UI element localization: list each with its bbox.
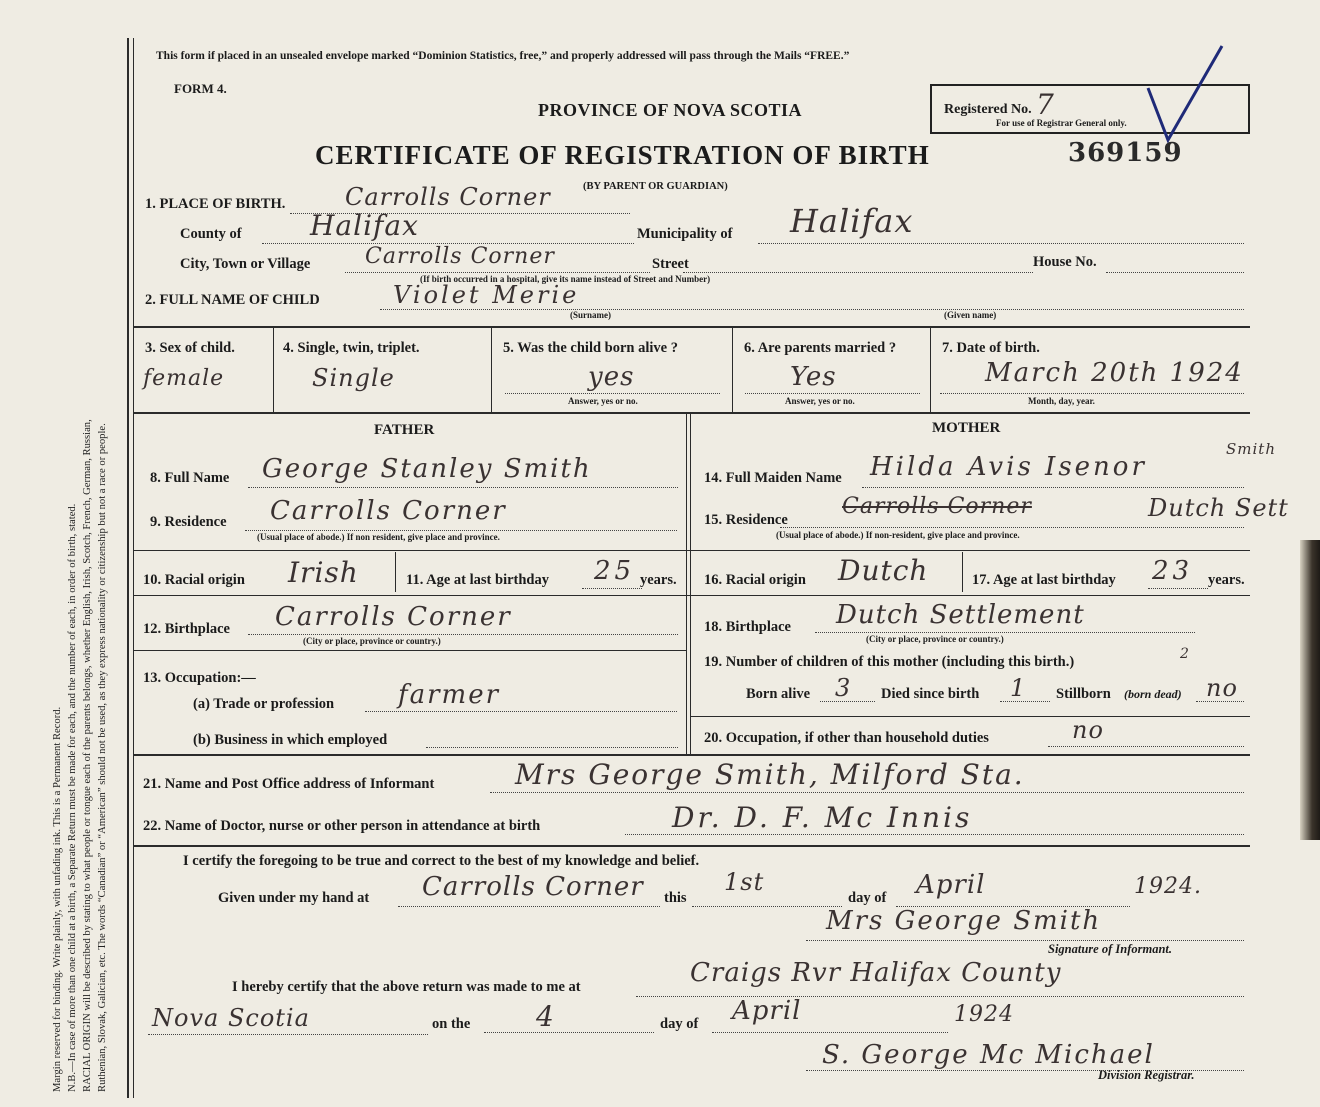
given-year-value: 1924. — [1134, 874, 1202, 899]
row-rule-1 — [134, 326, 1250, 328]
doctor-line — [625, 834, 1244, 835]
born-alive-line — [505, 393, 720, 394]
mother-birthplace-value: Dutch Settlement — [836, 600, 1085, 630]
plurality-value: Single — [312, 364, 395, 392]
father-residence-caption: (Usual place of abode.) If non resident, give place and province. — [257, 532, 500, 542]
mother-residence-value: Dutch Sett — [1148, 494, 1289, 522]
margin-line-4: Ruthenian, Slovak, Galician, etc. The words “Canadian” or “American” should not be used, as they express nationality or citizenship but not a race or people. — [97, 423, 108, 1092]
mother-age-value: 23 — [1152, 556, 1194, 586]
father-age-value: 25 — [594, 556, 636, 586]
place-of-birth-label: 1. PLACE OF BIRTH. — [145, 196, 286, 212]
mother-occupation-line — [1048, 746, 1244, 747]
mother-race-value: Dutch — [838, 554, 929, 587]
registrar-province-line — [148, 1034, 428, 1035]
certify-text: I certify the foregoing to be true and correct to the best of my knowledge and belief. — [183, 853, 700, 869]
margin-line-3: RACIAL ORIGIN will be described by stating to what people or tongue each of the parents belongs, whether English, Irish, Scotch, French, German, Russian, — [82, 419, 93, 1092]
city-label: City, Town or Village — [180, 256, 311, 272]
informant-line — [490, 792, 1244, 793]
city-value: Carrolls Corner — [365, 244, 555, 269]
father-occupation-label: 13. Occupation:— — [143, 670, 256, 686]
father-birthplace-line — [248, 634, 678, 635]
check-mark — [1140, 40, 1230, 150]
father-residence-value: Carrolls Corner — [270, 496, 507, 526]
informant-signature: Mrs George Smith — [826, 906, 1102, 936]
registered-number: 7 — [1036, 88, 1055, 121]
col-rule-4 — [930, 328, 931, 412]
father-race-value: Irish — [288, 556, 359, 589]
father-business-label: (b) Business in which employed — [193, 732, 388, 748]
col-rule-2 — [491, 328, 492, 412]
informant-label: 21. Name and Post Office address of Informant — [143, 776, 435, 792]
county-label: County of — [180, 226, 242, 242]
given-name-caption: (Given name) — [944, 310, 997, 320]
street-line — [683, 272, 1033, 273]
born-alive-label: 5. Was the child born alive ? — [503, 340, 678, 356]
informant-value: Mrs George Smith, Milford Sta. — [515, 758, 1025, 791]
mother-birthplace-line — [815, 632, 1195, 633]
mother-children-label: 19. Number of children of this mother (including this birth.) — [704, 654, 1075, 670]
row-rule-8 — [134, 845, 1250, 847]
margin-instructions — [48, 0, 130, 1107]
father-birthplace-caption: (City or place, province or country.) — [303, 636, 441, 646]
surname-caption: (Surname) — [570, 310, 611, 320]
mother-race-divider — [962, 552, 963, 592]
mother-name-label: 14. Full Maiden Name — [704, 470, 842, 486]
mother-age-label: 17. Age at last birthday — [972, 572, 1116, 588]
mother-residence-struck: Carrolls Corner — [842, 494, 1032, 519]
mother-children-mark: 2 — [1180, 646, 1190, 662]
sex-label: 3. Sex of child. — [145, 340, 235, 356]
row-rule-4 — [134, 595, 1250, 596]
married-caption: Answer, yes or no. — [785, 396, 855, 406]
married-line — [745, 393, 920, 394]
form-number: FORM 4. — [174, 81, 227, 96]
dob-value: March 20th 1924 — [985, 358, 1244, 388]
county-value: Halifax — [310, 209, 419, 242]
mother-name-value: Hilda Avis Isenor — [870, 452, 1147, 482]
father-name-line — [248, 487, 678, 488]
father-age-line — [582, 588, 642, 589]
registrar-day-value: 4 — [536, 1000, 555, 1033]
born-alive-value: yes — [588, 362, 635, 392]
city-line — [345, 272, 650, 273]
married-value: Yes — [790, 362, 837, 392]
died-count-value: 1 — [1010, 674, 1027, 702]
father-mother-divider-2 — [690, 414, 691, 754]
died-count-line — [1000, 701, 1050, 702]
father-name-label: 8. Full Name — [150, 470, 230, 486]
mother-race-label: 16. Racial origin — [704, 572, 806, 588]
doctor-value: Dr. D. F. Mc Innis — [672, 801, 973, 834]
father-age-unit: years. — [640, 572, 677, 588]
margin-line-2: N.B.—In case of more than one child at a birth, a Separate Return must be made for each, and the number of each, in order of birth, stated. — [67, 503, 78, 1092]
certificate-subtitle: (BY PARENT OR GUARDIAN) — [583, 181, 728, 192]
row-rule-3 — [134, 550, 1250, 551]
father-trade-value: farmer — [398, 680, 501, 710]
registrar-month-value: April — [732, 996, 802, 1026]
dob-line — [940, 393, 1244, 394]
informant-signature-line — [806, 940, 1244, 941]
dob-caption: Month, day, year. — [1028, 396, 1095, 406]
house-line — [1106, 272, 1244, 273]
row-rule-2 — [134, 412, 1250, 414]
mother-heading: MOTHER — [932, 420, 1001, 436]
father-birthplace-value: Carrolls Corner — [275, 602, 512, 632]
born-alive-count-label: Born alive — [746, 686, 811, 702]
given-place-value: Carrolls Corner — [422, 872, 644, 902]
registrar-use-note: For use of Registrar General only. — [996, 118, 1127, 128]
given-month-value: April — [916, 870, 986, 900]
province-heading: PROVINCE OF NOVA SCOTIA — [538, 100, 803, 120]
father-heading: FATHER — [374, 422, 435, 438]
father-residence-label: 9. Residence — [150, 514, 227, 530]
father-birthplace-label: 12. Birthplace — [143, 621, 230, 637]
mother-birthplace-caption: (City or place, province or country.) — [866, 634, 1004, 644]
registrar-caption: Division Registrar. — [1098, 1068, 1195, 1082]
registrar-day-line — [484, 1032, 654, 1033]
child-name-label: 2. FULL NAME OF CHILD — [145, 292, 320, 308]
dob-label: 7. Date of birth. — [942, 340, 1040, 356]
father-race-divider — [395, 552, 396, 592]
stillborn-note: (born dead) — [1124, 687, 1182, 701]
registrar-on-label: on the — [432, 1016, 471, 1032]
certificate-title: CERTIFICATE OF REGISTRATION OF BIRTH — [315, 140, 930, 170]
margin-rule — [127, 38, 129, 1098]
street-label: Street — [652, 256, 689, 272]
this-label: this — [664, 890, 687, 906]
registrar-year-value: 1924 — [954, 1002, 1014, 1027]
stillborn-line — [1196, 701, 1244, 702]
given-under-label: Given under my hand at — [218, 890, 370, 906]
stillborn-label: Stillborn — [1056, 686, 1111, 702]
father-age-label: 11. Age at last birthday — [406, 572, 549, 588]
sex-value: female — [143, 366, 225, 391]
margin-rule-2 — [133, 38, 134, 1098]
registrar-month-line — [712, 1032, 948, 1033]
edge-stain — [1300, 540, 1320, 840]
mother-residence-label: 15. Residence — [704, 512, 788, 528]
father-trade-label: (a) Trade or profession — [193, 696, 335, 712]
municipality-label: Municipality of — [637, 226, 733, 242]
place-of-birth-value: Carrolls Corner — [345, 183, 551, 211]
col-rule-1 — [273, 328, 274, 412]
father-name-value: George Stanley Smith — [262, 454, 592, 484]
registered-label: Registered No. — [944, 102, 1032, 117]
mother-occupation-label: 20. Occupation, if other than household duties — [704, 730, 989, 746]
mother-age-unit: years. — [1208, 572, 1245, 588]
hospital-note: (If birth occurred in a hospital, give its name instead of Street and Number) — [420, 274, 711, 284]
born-alive-count-line — [820, 701, 875, 702]
father-mother-divider — [686, 414, 687, 754]
father-race-label: 10. Racial origin — [143, 572, 245, 588]
given-day-of-label: day of — [848, 890, 887, 906]
mother-residence-caption: (Usual place of abode.) If non-resident, give place and province. — [776, 530, 1020, 540]
registrar-province-value: Nova Scotia — [152, 1004, 310, 1032]
stillborn-value: no — [1206, 674, 1238, 702]
given-day-line — [692, 906, 842, 907]
married-label: 6. Are parents married ? — [744, 340, 897, 356]
mother-age-line — [1148, 588, 1208, 589]
municipality-line — [758, 243, 1244, 244]
mother-name-line — [862, 487, 1244, 488]
mother-residence-line — [780, 527, 1244, 528]
father-residence-line — [245, 530, 677, 531]
born-alive-caption: Answer, yes or no. — [568, 396, 638, 406]
registrar-place-line — [636, 996, 1244, 997]
given-place-line — [398, 906, 660, 907]
municipality-value: Halifax — [790, 202, 914, 240]
child-name-value: Violet Merie — [393, 281, 580, 309]
top-notice: This form if placed in an unsealed envelope marked “Dominion Statistics, free,” and properly addressed will pass through the Mails “FREE.” — [156, 50, 850, 62]
mother-birthplace-label: 18. Birthplace — [704, 619, 791, 635]
row-rule-6 — [690, 716, 1250, 717]
registrar-signature: S. George Mc Michael — [822, 1040, 1155, 1070]
house-label: House No. — [1033, 254, 1097, 270]
born-alive-count-value: 3 — [835, 674, 852, 702]
given-day-value: 1st — [724, 868, 765, 896]
row-rule-5 — [134, 650, 687, 651]
registrar-day-of-label: day of — [660, 1016, 699, 1032]
doctor-label: 22. Name of Doctor, nurse or other person in attendance at birth — [143, 818, 541, 834]
mother-occupation-value: no — [1072, 716, 1104, 744]
certificate-number: 369159 — [1068, 138, 1183, 168]
father-trade-line — [365, 711, 677, 712]
died-count-label: Died since birth — [881, 686, 980, 702]
row-rule-7 — [134, 754, 1250, 756]
plurality-label: 4. Single, twin, triplet. — [283, 340, 420, 356]
registrar-text: I hereby certify that the above return was made to me at — [232, 979, 581, 995]
informant-signature-caption: Signature of Informant. — [1048, 942, 1172, 956]
margin-line-1: Margin reserved for binding. Write plainly, with unfading ink. This is a Permanent Record. — [52, 706, 63, 1092]
father-business-line — [426, 747, 678, 748]
registrar-place-value: Craigs Rvr Halifax County — [690, 958, 1062, 988]
mother-name-addition: Smith — [1226, 440, 1276, 458]
col-rule-3 — [732, 328, 733, 412]
child-name-line — [380, 309, 1244, 310]
